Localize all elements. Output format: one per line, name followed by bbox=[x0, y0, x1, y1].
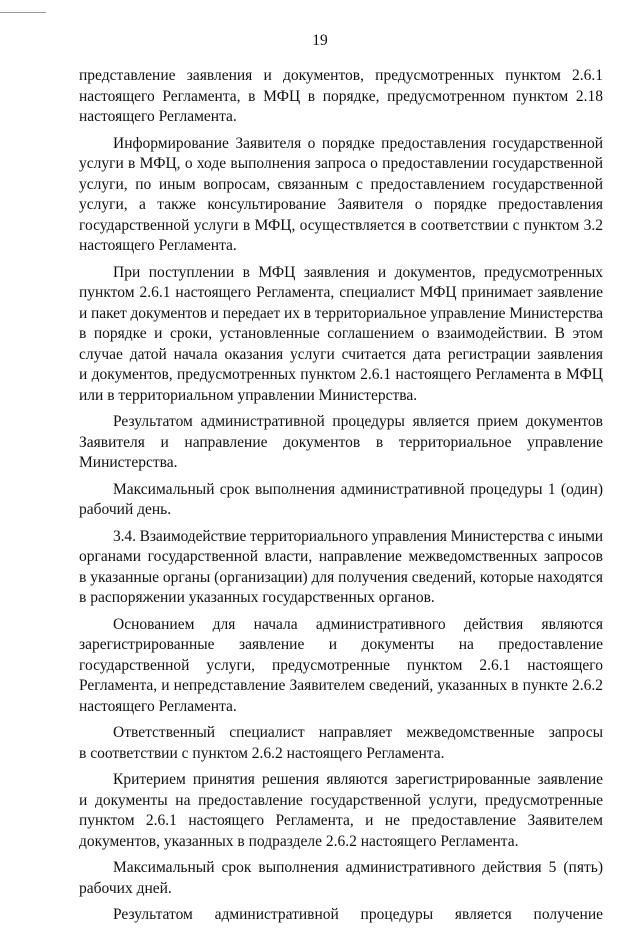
text-line: 3.4. Взаимодействие территориального управления Министерства с иными bbox=[113, 527, 603, 545]
text-line: Информирование Заявителя о порядке предоставления государственной bbox=[113, 134, 603, 152]
text-line: зарегистрированные заявление и документы на предоставление bbox=[79, 636, 603, 653]
scan-edge-line bbox=[0, 12, 46, 13]
text-line: Максимальный срок выполнения административной процедуры 1 (один) bbox=[113, 480, 603, 498]
text-line: настоящего Регламента. bbox=[79, 108, 237, 125]
paragraph-max-term-action bbox=[79, 858, 603, 899]
text-line: Результатом административной процедуры является получение bbox=[113, 906, 603, 923]
text-line: документов, указанных в подразделе 2.6.2 настоящего Регламента. bbox=[79, 832, 519, 850]
text-line: Основанием для начала административного действия являются bbox=[113, 615, 603, 633]
paragraph-responsible-specialist bbox=[79, 723, 603, 764]
text-line: или в территориальном управлении Министерства. bbox=[79, 386, 418, 404]
text-line: рабочих дней. bbox=[79, 879, 172, 897]
text-line: государственной услуги, предусмотренные пунктом 2.6.1 настоящего bbox=[79, 656, 603, 674]
text-line: Результатом административной процедуры является прием документов bbox=[113, 413, 603, 430]
paragraph-informing bbox=[79, 134, 603, 257]
text-line: услуги в МФЦ, о ходе выполнения запроса о предоставлении государственной bbox=[79, 155, 603, 172]
paragraph-decision-criterion bbox=[79, 770, 603, 852]
paragraph-section-3-4 bbox=[79, 527, 603, 609]
text-line: Заявителя и направление документов в территориальное управление bbox=[79, 433, 603, 451]
text-line: услуги, а также консультирование Заявителя о порядке предоставления bbox=[79, 196, 603, 213]
text-line: пунктом 2.6.1 настоящего Регламента, и не предоставление Заявителем bbox=[79, 812, 603, 829]
text-line: Министерства. bbox=[79, 454, 178, 471]
document-body bbox=[79, 66, 603, 932]
text-line: в порядке и сроки, установленные соглашением о взаимодействии. В этом bbox=[79, 325, 603, 342]
text-line: в соответствии с пунктом 2.6.2 настоящего Регламента. bbox=[79, 744, 445, 762]
text-line: Регламента, и непредставление Заявителем сведений, указанных в пункте 2.6.2 bbox=[79, 677, 603, 694]
paragraph-result-continued bbox=[79, 905, 603, 926]
text-line: Максимальный срок выполнения административного действия 5 (пять) bbox=[113, 859, 603, 876]
text-line: случае датой начала оказания услуги считается дата регистрации заявления bbox=[79, 345, 603, 363]
text-line: представление заявления и документов, предусмотренных пунктом 2.6.1 bbox=[79, 67, 603, 84]
paragraph-basis bbox=[79, 615, 603, 718]
text-line: услуги, по иным вопросам, связанным с предоставлением государственной bbox=[79, 175, 603, 193]
text-line: При поступлении в МФЦ заявления и документов, предусмотренных bbox=[113, 263, 603, 281]
paragraph-max-term-procedure bbox=[79, 480, 603, 521]
text-line: настоящего Регламента. bbox=[79, 237, 237, 254]
text-line: государственной услуги в МФЦ, осуществляется в соответствии с пунктом 3.2 bbox=[79, 216, 603, 234]
text-line: рабочий день. bbox=[79, 501, 172, 518]
paragraph-continuation bbox=[79, 66, 603, 128]
text-line: в указанные органы (организации) для получения сведений, которые находятся bbox=[79, 568, 604, 586]
text-line: Критерием принятия решения являются зарегистрированные заявление bbox=[113, 771, 603, 788]
text-line: Ответственный специалист направляет межведомственные запросы bbox=[113, 724, 603, 741]
paragraph-result-procedure bbox=[79, 412, 603, 474]
text-line: органами государственной власти, направление межведомственных запросов bbox=[79, 548, 603, 565]
text-line: и пакет документов и передает их в территориальное управление Министерства bbox=[79, 304, 603, 322]
text-line: настоящего Регламента, в МФЦ в порядке, предусмотренном пунктом 2.18 bbox=[79, 87, 603, 105]
text-line: и документов, предусмотренных пунктом 2.6.1 настоящего Регламента в МФЦ bbox=[79, 366, 603, 383]
text-line: в распоряжении указанных государственных органов. bbox=[79, 589, 435, 606]
page-number: 19 bbox=[312, 32, 328, 49]
text-line: настоящего Регламента. bbox=[79, 697, 237, 715]
paragraph-receipt-mfc bbox=[79, 263, 603, 407]
text-line: пунктом 2.6.1 настоящего Регламента, специалист МФЦ принимает заявление bbox=[79, 284, 603, 301]
text-line: и документы на предоставление государственной услуги, предусмотренные bbox=[79, 791, 603, 809]
